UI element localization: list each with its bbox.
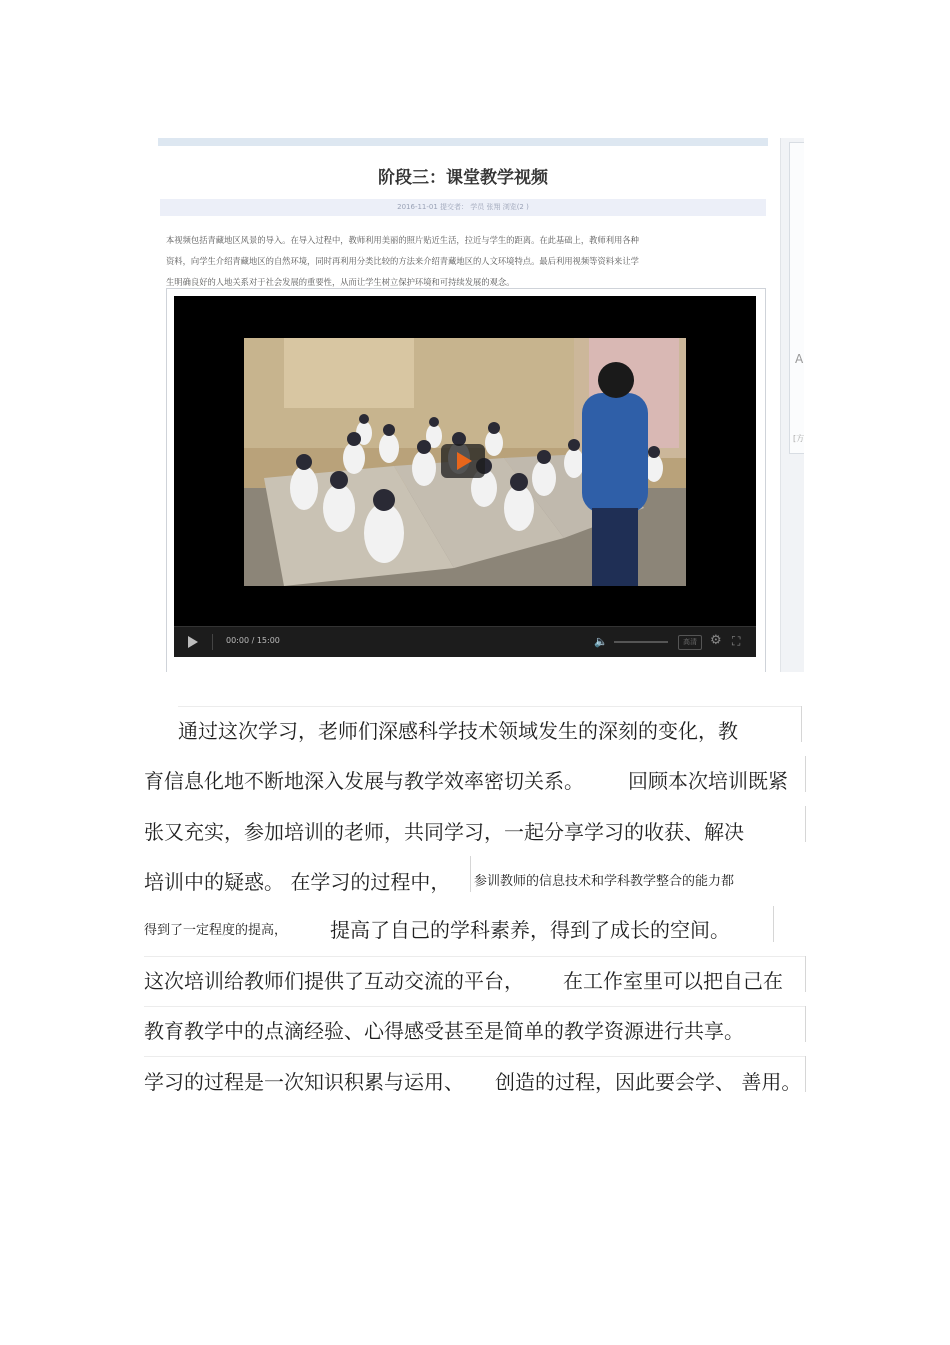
time-display: 00:00 / 15:00 — [226, 636, 280, 645]
fullscreen-icon[interactable]: ⛶ — [732, 634, 741, 648]
sidebar-mark: [方 — [793, 434, 804, 443]
rule — [144, 1056, 805, 1057]
rule — [773, 906, 774, 942]
quality-button[interactable]: 高清 — [678, 635, 702, 650]
body-line: 创造的过程，因此要会学、 善用。 — [495, 1070, 802, 1094]
post-meta: 2016-11-01 提交者： 学员 张翔 浏览(2 ) — [160, 199, 766, 216]
body-line: 教育教学中的点滴经验、心得感受甚至是简单的教学资源进行共享。 — [144, 1019, 744, 1043]
body-line: 学习的过程是一次知识积累与运用、 — [144, 1070, 464, 1094]
volume-icon[interactable]: 🔈 — [594, 635, 608, 648]
post-title: 阶段三：课堂教学视频 — [378, 168, 548, 188]
description-line: 资料，向学生介绍青藏地区的自然环境，同时再利用分类比较的方法来介绍青藏地区的人文环境特点。最后利用视频等资料来让学 — [166, 256, 639, 266]
body-line-small: 得到了一定程度的提高， — [144, 923, 288, 938]
rule — [144, 1006, 805, 1007]
body-line-small: 参训教师的信息技术和学科教学整合的能力都 — [474, 874, 735, 889]
rule — [805, 956, 806, 992]
rule — [805, 756, 806, 792]
gear-icon[interactable]: ⚙ — [710, 633, 722, 648]
rule — [805, 1006, 806, 1042]
body-line: 育信息化地不断地深入发展与教学效率密切关系。 — [144, 769, 584, 793]
description-line: 本视频包括青藏地区风景的导入。在导入过程中，教师利用美丽的照片贴近生活，拉近与学生的距离。在此基础上，教师利用各种 — [166, 235, 639, 245]
body-line: 提高了自己的学科素养，得到了成长的空间。 — [330, 918, 730, 942]
rule — [805, 1056, 806, 1092]
rule — [801, 706, 802, 742]
rule — [470, 856, 471, 892]
rule — [805, 806, 806, 842]
rule — [144, 956, 805, 957]
description-line: 生明确良好的人地关系对于社会发展的重要性，从而让学生树立保护环境和可持续发展的观念。 — [166, 277, 515, 287]
rule — [178, 706, 802, 707]
body-line: 在工作室里可以把自己在 — [563, 969, 783, 993]
body-line: 这次培训给教师们提供了互动交流的平台， — [144, 969, 524, 993]
sidebar-mark: A — [795, 352, 804, 366]
body-line: 通过这次学习，老师们深感科学技术领域发生的深刻的变化，教 — [178, 719, 738, 743]
body-line: 培训中的疑惑。 在学习的过程中， — [144, 870, 451, 894]
body-line: 张又充实，参加培训的老师，共同学习，一起分享学习的收获、解决 — [144, 820, 744, 844]
body-line: 回顾本次培训既紧 — [628, 769, 788, 793]
